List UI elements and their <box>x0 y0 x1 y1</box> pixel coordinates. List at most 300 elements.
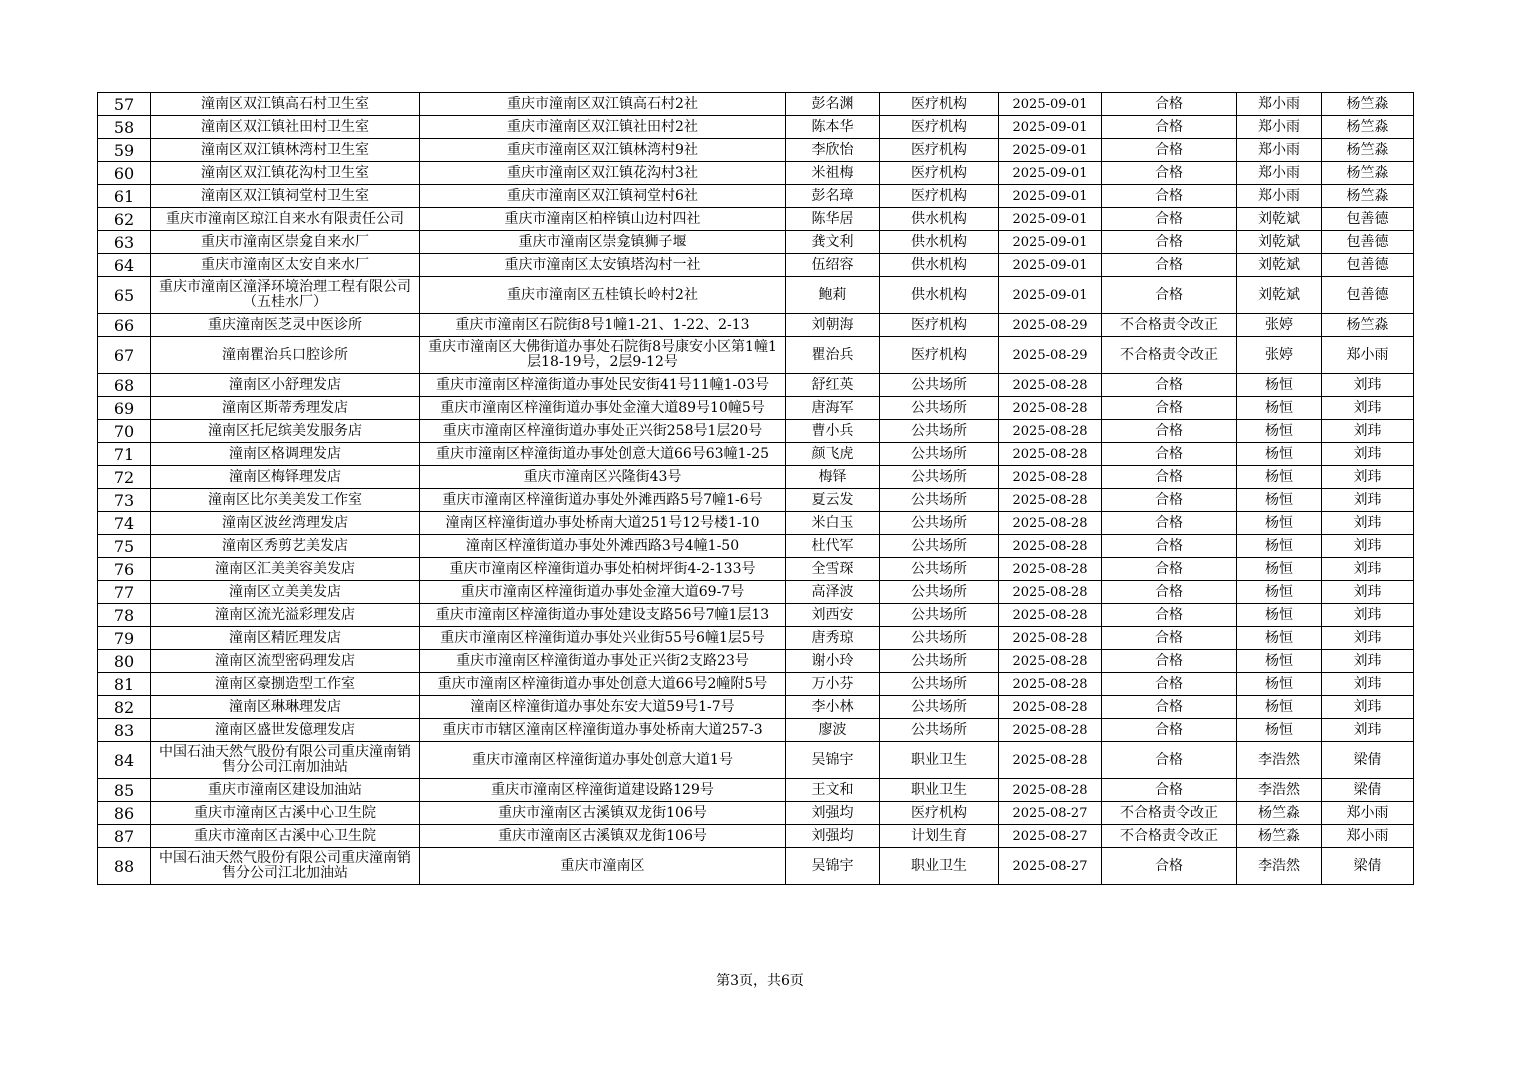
inspection-result: 不合格责令改正 <box>1102 802 1237 825</box>
entity-address: 重庆市潼南区梓潼街道办事处创意大道1号 <box>420 742 786 779</box>
inspection-result: 合格 <box>1102 162 1237 185</box>
row-number: 88 <box>98 848 151 885</box>
entity-name: 潼南区琳琳理发店 <box>151 696 420 719</box>
row-number: 58 <box>98 116 151 139</box>
inspector-2: 梁倩 <box>1322 779 1414 802</box>
inspection-result: 合格 <box>1102 397 1237 420</box>
inspection-result: 合格 <box>1102 208 1237 231</box>
inspector-1: 杨恒 <box>1237 650 1322 673</box>
table-row <box>98 93 1414 116</box>
inspection-date: 2025-08-28 <box>999 374 1102 397</box>
table-row <box>98 254 1414 277</box>
inspection-result: 合格 <box>1102 489 1237 512</box>
inspection-date: 2025-08-28 <box>999 581 1102 604</box>
entity-address: 重庆市潼南区梓潼街道办事处外滩西路5号7幢1-6号 <box>420 489 786 512</box>
entity-category: 公共场所 <box>880 397 999 420</box>
entity-name: 潼南区双江镇社田村卫生室 <box>151 116 420 139</box>
inspector-1: 杨竺淼 <box>1237 825 1322 848</box>
inspector-1: 杨竺淼 <box>1237 802 1322 825</box>
inspection-date: 2025-08-29 <box>999 337 1102 374</box>
responsible-person: 刘强均 <box>786 825 880 848</box>
row-number: 70 <box>98 420 151 443</box>
inspector-2: 郑小雨 <box>1322 337 1414 374</box>
table-row <box>98 581 1414 604</box>
entity-category: 公共场所 <box>880 466 999 489</box>
table-row <box>98 208 1414 231</box>
inspector-2: 刘玮 <box>1322 627 1414 650</box>
entity-category: 医疗机构 <box>880 314 999 337</box>
inspector-1: 郑小雨 <box>1237 139 1322 162</box>
row-number: 74 <box>98 512 151 535</box>
responsible-person: 夏云发 <box>786 489 880 512</box>
row-number: 76 <box>98 558 151 581</box>
entity-name: 重庆市潼南区潼泽环境治理工程有限公司（五桂水厂） <box>151 277 420 314</box>
entity-address: 重庆市潼南区太安镇塔沟村一社 <box>420 254 786 277</box>
inspection-result: 合格 <box>1102 231 1237 254</box>
inspection-result: 合格 <box>1102 277 1237 314</box>
entity-category: 医疗机构 <box>880 139 999 162</box>
entity-category: 供水机构 <box>880 208 999 231</box>
entity-category: 职业卫生 <box>880 848 999 885</box>
inspector-1: 李浩然 <box>1237 848 1322 885</box>
entity-address: 重庆市潼南区双江镇林湾村9社 <box>420 139 786 162</box>
inspection-result: 合格 <box>1102 116 1237 139</box>
row-number: 69 <box>98 397 151 420</box>
inspection-table <box>97 92 1414 885</box>
entity-category: 计划生育 <box>880 825 999 848</box>
responsible-person: 杜代军 <box>786 535 880 558</box>
table-body <box>98 93 1414 885</box>
inspection-result: 合格 <box>1102 650 1237 673</box>
table-row <box>98 374 1414 397</box>
inspection-date: 2025-08-28 <box>999 558 1102 581</box>
table-row <box>98 185 1414 208</box>
responsible-person: 米祖梅 <box>786 162 880 185</box>
inspection-result: 合格 <box>1102 627 1237 650</box>
table-row <box>98 848 1414 885</box>
responsible-person: 李欣怡 <box>786 139 880 162</box>
inspector-1: 杨恒 <box>1237 558 1322 581</box>
row-number: 60 <box>98 162 151 185</box>
inspection-date: 2025-08-28 <box>999 696 1102 719</box>
responsible-person: 梅铎 <box>786 466 880 489</box>
inspector-2: 杨竺淼 <box>1322 139 1414 162</box>
inspector-2: 刘玮 <box>1322 512 1414 535</box>
inspection-result: 合格 <box>1102 443 1237 466</box>
entity-category: 公共场所 <box>880 604 999 627</box>
row-number: 61 <box>98 185 151 208</box>
row-number: 57 <box>98 93 151 116</box>
entity-address: 重庆市潼南区大佛街道办事处石院街8号康安小区第1幢1层18-19号，2层9-12号 <box>420 337 786 374</box>
entity-category: 公共场所 <box>880 535 999 558</box>
entity-address: 重庆市潼南区双江镇社田村2社 <box>420 116 786 139</box>
inspector-2: 包善德 <box>1322 231 1414 254</box>
responsible-person: 龚文利 <box>786 231 880 254</box>
inspection-date: 2025-08-28 <box>999 779 1102 802</box>
entity-category: 公共场所 <box>880 489 999 512</box>
inspector-1: 郑小雨 <box>1237 162 1322 185</box>
table-row <box>98 277 1414 314</box>
responsible-person: 彭名璋 <box>786 185 880 208</box>
inspector-2: 杨竺淼 <box>1322 185 1414 208</box>
entity-address: 潼南区梓潼街道办事处东安大道59号1-7号 <box>420 696 786 719</box>
row-number: 85 <box>98 779 151 802</box>
inspection-date: 2025-08-28 <box>999 443 1102 466</box>
entity-name: 中国石油天然气股份有限公司重庆潼南销售分公司江南加油站 <box>151 742 420 779</box>
entity-name: 潼南区流光溢彩理发店 <box>151 604 420 627</box>
entity-name: 潼南区波丝湾理发店 <box>151 512 420 535</box>
inspection-date: 2025-08-28 <box>999 512 1102 535</box>
table-row <box>98 802 1414 825</box>
entity-address: 重庆市潼南区双江镇祠堂村6社 <box>420 185 786 208</box>
inspector-1: 杨恒 <box>1237 443 1322 466</box>
table-row <box>98 673 1414 696</box>
row-number: 79 <box>98 627 151 650</box>
row-number: 87 <box>98 825 151 848</box>
row-number: 68 <box>98 374 151 397</box>
inspector-2: 刘玮 <box>1322 604 1414 627</box>
entity-name: 重庆市潼南区古溪中心卫生院 <box>151 825 420 848</box>
row-number: 64 <box>98 254 151 277</box>
responsible-person: 伍绍容 <box>786 254 880 277</box>
entity-address: 重庆市潼南区古溪镇双龙街106号 <box>420 802 786 825</box>
entity-category: 职业卫生 <box>880 742 999 779</box>
responsible-person: 刘强均 <box>786 802 880 825</box>
inspector-1: 李浩然 <box>1237 742 1322 779</box>
inspection-date: 2025-09-01 <box>999 208 1102 231</box>
inspector-1: 杨恒 <box>1237 489 1322 512</box>
inspection-result: 合格 <box>1102 848 1237 885</box>
entity-name: 潼南区双江镇林湾村卫生室 <box>151 139 420 162</box>
inspection-date: 2025-08-28 <box>999 397 1102 420</box>
inspector-2: 包善德 <box>1322 254 1414 277</box>
inspector-2: 杨竺淼 <box>1322 162 1414 185</box>
entity-name: 潼南区小舒理发店 <box>151 374 420 397</box>
inspection-date: 2025-09-01 <box>999 254 1102 277</box>
entity-name: 潼南区斯蒂秀理发店 <box>151 397 420 420</box>
inspector-1: 杨恒 <box>1237 719 1322 742</box>
inspector-1: 杨恒 <box>1237 581 1322 604</box>
inspector-2: 郑小雨 <box>1322 802 1414 825</box>
inspector-2: 梁倩 <box>1322 848 1414 885</box>
entity-category: 公共场所 <box>880 627 999 650</box>
inspection-date: 2025-08-28 <box>999 604 1102 627</box>
entity-category: 公共场所 <box>880 558 999 581</box>
entity-address: 潼南区梓潼街道办事处外滩西路3号4幢1-50 <box>420 535 786 558</box>
entity-name: 潼南区盛世发億理发店 <box>151 719 420 742</box>
row-number: 83 <box>98 719 151 742</box>
entity-name: 潼南区秀剪艺美发店 <box>151 535 420 558</box>
responsible-person: 曹小兵 <box>786 420 880 443</box>
row-number: 81 <box>98 673 151 696</box>
responsible-person: 颜飞虎 <box>786 443 880 466</box>
table-row <box>98 139 1414 162</box>
entity-name: 潼南区双江镇祠堂村卫生室 <box>151 185 420 208</box>
entity-address: 重庆市潼南区梓潼街道办事处创意大道66号63幢1-25 <box>420 443 786 466</box>
entity-name: 潼南区精匠理发店 <box>151 627 420 650</box>
entity-category: 公共场所 <box>880 696 999 719</box>
entity-name: 重庆市潼南区建设加油站 <box>151 779 420 802</box>
entity-address: 重庆市潼南区 <box>420 848 786 885</box>
entity-address: 潼南区梓潼街道办事处桥南大道251号12号楼1-10 <box>420 512 786 535</box>
inspector-2: 刘玮 <box>1322 696 1414 719</box>
inspection-date: 2025-09-01 <box>999 139 1102 162</box>
inspection-result: 合格 <box>1102 93 1237 116</box>
responsible-person: 陈本华 <box>786 116 880 139</box>
inspector-2: 刘玮 <box>1322 673 1414 696</box>
row-number: 78 <box>98 604 151 627</box>
inspection-date: 2025-09-01 <box>999 162 1102 185</box>
table-row <box>98 314 1414 337</box>
inspector-1: 刘乾斌 <box>1237 277 1322 314</box>
inspection-result: 合格 <box>1102 374 1237 397</box>
entity-category: 公共场所 <box>880 650 999 673</box>
responsible-person: 王文和 <box>786 779 880 802</box>
responsible-person: 唐海军 <box>786 397 880 420</box>
inspector-2: 刘玮 <box>1322 443 1414 466</box>
entity-name: 潼南区双江镇高石村卫生室 <box>151 93 420 116</box>
entity-name: 潼南区立美美发店 <box>151 581 420 604</box>
row-number: 72 <box>98 466 151 489</box>
page-footer: 第3页，共6页 <box>716 973 804 989</box>
entity-address: 重庆市市辖区潼南区梓潼街道办事处桥南大道257-3 <box>420 719 786 742</box>
table-row <box>98 397 1414 420</box>
inspection-result: 合格 <box>1102 719 1237 742</box>
inspection-date: 2025-08-29 <box>999 314 1102 337</box>
entity-category: 公共场所 <box>880 719 999 742</box>
table-row <box>98 604 1414 627</box>
table-row <box>98 162 1414 185</box>
responsible-person: 廖波 <box>786 719 880 742</box>
entity-address: 重庆市潼南区柏梓镇山边村四社 <box>420 208 786 231</box>
responsible-person: 瞿治兵 <box>786 337 880 374</box>
table-row <box>98 719 1414 742</box>
entity-category: 公共场所 <box>880 443 999 466</box>
inspector-2: 杨竺淼 <box>1322 116 1414 139</box>
entity-address: 重庆市潼南区双江镇高石村2社 <box>420 93 786 116</box>
entity-address: 重庆市潼南区崇龛镇狮子堰 <box>420 231 786 254</box>
inspector-2: 刘玮 <box>1322 466 1414 489</box>
row-number: 66 <box>98 314 151 337</box>
responsible-person: 万小芬 <box>786 673 880 696</box>
inspection-date: 2025-08-28 <box>999 489 1102 512</box>
inspection-date: 2025-08-28 <box>999 673 1102 696</box>
inspection-result: 合格 <box>1102 673 1237 696</box>
inspection-date: 2025-08-27 <box>999 825 1102 848</box>
table-row <box>98 420 1414 443</box>
inspector-1: 刘乾斌 <box>1237 208 1322 231</box>
entity-address: 重庆市潼南区梓潼街道办事处兴业街55号6幢1层5号 <box>420 627 786 650</box>
table-row <box>98 742 1414 779</box>
table-row <box>98 779 1414 802</box>
entity-category: 医疗机构 <box>880 162 999 185</box>
responsible-person: 彭名渊 <box>786 93 880 116</box>
table-row <box>98 535 1414 558</box>
entity-category: 公共场所 <box>880 673 999 696</box>
row-number: 73 <box>98 489 151 512</box>
inspector-1: 刘乾斌 <box>1237 254 1322 277</box>
responsible-person: 鲍莉 <box>786 277 880 314</box>
entity-category: 医疗机构 <box>880 185 999 208</box>
table-row <box>98 466 1414 489</box>
inspection-result: 不合格责令改正 <box>1102 825 1237 848</box>
inspection-date: 2025-08-27 <box>999 802 1102 825</box>
responsible-person: 刘西安 <box>786 604 880 627</box>
inspector-1: 杨恒 <box>1237 604 1322 627</box>
row-number: 86 <box>98 802 151 825</box>
entity-name: 重庆潼南医芝灵中医诊所 <box>151 314 420 337</box>
row-number: 82 <box>98 696 151 719</box>
inspector-2: 刘玮 <box>1322 650 1414 673</box>
responsible-person: 舒红英 <box>786 374 880 397</box>
entity-name: 潼南区托尼缤美发服务店 <box>151 420 420 443</box>
entity-address: 重庆市潼南区梓潼街道建设路129号 <box>420 779 786 802</box>
inspector-1: 张婷 <box>1237 337 1322 374</box>
inspector-2: 刘玮 <box>1322 535 1414 558</box>
entity-category: 供水机构 <box>880 231 999 254</box>
inspection-date: 2025-09-01 <box>999 231 1102 254</box>
entity-name: 潼南区豪捌造型工作室 <box>151 673 420 696</box>
inspector-1: 杨恒 <box>1237 512 1322 535</box>
table-row <box>98 627 1414 650</box>
entity-address: 重庆市潼南区梓潼街道办事处金潼大道69-7号 <box>420 581 786 604</box>
inspection-result: 合格 <box>1102 254 1237 277</box>
entity-name: 潼南区格调理发店 <box>151 443 420 466</box>
entity-name: 重庆市潼南区太安自来水厂 <box>151 254 420 277</box>
row-number: 67 <box>98 337 151 374</box>
table-row <box>98 512 1414 535</box>
inspector-2: 包善德 <box>1322 208 1414 231</box>
inspector-2: 包善德 <box>1322 277 1414 314</box>
responsible-person: 吴锦宇 <box>786 848 880 885</box>
table-row <box>98 825 1414 848</box>
entity-address: 重庆市潼南区石院街8号1幢1-21、1-22、2-13 <box>420 314 786 337</box>
entity-name: 重庆市潼南区琼江自来水有限责任公司 <box>151 208 420 231</box>
entity-name: 潼南区流型密码理发店 <box>151 650 420 673</box>
inspector-1: 刘乾斌 <box>1237 231 1322 254</box>
responsible-person: 高泽波 <box>786 581 880 604</box>
inspection-date: 2025-08-28 <box>999 420 1102 443</box>
table-row <box>98 489 1414 512</box>
inspection-date: 2025-08-28 <box>999 650 1102 673</box>
table-row <box>98 337 1414 374</box>
inspection-result: 合格 <box>1102 535 1237 558</box>
inspection-result: 合格 <box>1102 139 1237 162</box>
inspector-2: 刘玮 <box>1322 489 1414 512</box>
row-number: 63 <box>98 231 151 254</box>
table-row <box>98 443 1414 466</box>
entity-name: 中国石油天然气股份有限公司重庆潼南销售分公司江北加油站 <box>151 848 420 885</box>
responsible-person: 米白玉 <box>786 512 880 535</box>
inspection-result: 合格 <box>1102 696 1237 719</box>
responsible-person: 李小林 <box>786 696 880 719</box>
inspector-2: 刘玮 <box>1322 558 1414 581</box>
inspector-2: 刘玮 <box>1322 397 1414 420</box>
inspector-1: 杨恒 <box>1237 374 1322 397</box>
row-number: 62 <box>98 208 151 231</box>
entity-address: 重庆市潼南区梓潼街道办事处柏树坪街4-2-133号 <box>420 558 786 581</box>
inspection-date: 2025-08-28 <box>999 742 1102 779</box>
row-number: 59 <box>98 139 151 162</box>
row-number: 75 <box>98 535 151 558</box>
entity-category: 公共场所 <box>880 512 999 535</box>
entity-category: 医疗机构 <box>880 116 999 139</box>
inspector-2: 刘玮 <box>1322 719 1414 742</box>
entity-category: 公共场所 <box>880 420 999 443</box>
responsible-person: 唐秀琼 <box>786 627 880 650</box>
entity-name: 潼南区双江镇花沟村卫生室 <box>151 162 420 185</box>
entity-address: 重庆市潼南区梓潼街道办事处正兴街258号1层20号 <box>420 420 786 443</box>
inspection-date: 2025-08-27 <box>999 848 1102 885</box>
responsible-person: 吴锦宇 <box>786 742 880 779</box>
inspection-result: 合格 <box>1102 604 1237 627</box>
inspector-2: 郑小雨 <box>1322 825 1414 848</box>
inspection-result: 不合格责令改正 <box>1102 314 1237 337</box>
table-row <box>98 558 1414 581</box>
inspection-result: 合格 <box>1102 466 1237 489</box>
inspector-2: 刘玮 <box>1322 374 1414 397</box>
inspector-1: 郑小雨 <box>1237 116 1322 139</box>
inspector-1: 杨恒 <box>1237 673 1322 696</box>
inspector-1: 张婷 <box>1237 314 1322 337</box>
inspection-result: 合格 <box>1102 420 1237 443</box>
responsible-person: 谢小玲 <box>786 650 880 673</box>
entity-name: 重庆市潼南区古溪中心卫生院 <box>151 802 420 825</box>
entity-category: 供水机构 <box>880 254 999 277</box>
row-number: 80 <box>98 650 151 673</box>
responsible-person: 陈华居 <box>786 208 880 231</box>
row-number: 65 <box>98 277 151 314</box>
inspector-1: 杨恒 <box>1237 696 1322 719</box>
inspection-date: 2025-08-28 <box>999 719 1102 742</box>
row-number: 77 <box>98 581 151 604</box>
entity-address: 重庆市潼南区五桂镇长岭村2社 <box>420 277 786 314</box>
entity-name: 潼南区汇美美容美发店 <box>151 558 420 581</box>
inspection-date: 2025-09-01 <box>999 277 1102 314</box>
table-row <box>98 650 1414 673</box>
entity-category: 职业卫生 <box>880 779 999 802</box>
inspector-2: 杨竺淼 <box>1322 93 1414 116</box>
entity-category: 公共场所 <box>880 581 999 604</box>
inspection-date: 2025-08-28 <box>999 627 1102 650</box>
entity-category: 公共场所 <box>880 374 999 397</box>
entity-address: 重庆市潼南区古溪镇双龙街106号 <box>420 825 786 848</box>
inspection-result: 合格 <box>1102 558 1237 581</box>
entity-category: 医疗机构 <box>880 337 999 374</box>
inspector-1: 杨恒 <box>1237 397 1322 420</box>
entity-name: 潼南瞿治兵口腔诊所 <box>151 337 420 374</box>
entity-name: 重庆市潼南区崇龛自来水厂 <box>151 231 420 254</box>
inspector-1: 郑小雨 <box>1237 185 1322 208</box>
entity-category: 供水机构 <box>880 277 999 314</box>
inspection-date: 2025-09-01 <box>999 93 1102 116</box>
entity-name: 潼南区梅铎理发店 <box>151 466 420 489</box>
entity-address: 重庆市潼南区兴隆街43号 <box>420 466 786 489</box>
inspector-1: 杨恒 <box>1237 466 1322 489</box>
inspector-2: 梁倩 <box>1322 742 1414 779</box>
entity-name: 潼南区比尔美美发工作室 <box>151 489 420 512</box>
table-row <box>98 116 1414 139</box>
inspection-result: 合格 <box>1102 512 1237 535</box>
entity-address: 重庆市潼南区梓潼街道办事处正兴街2支路23号 <box>420 650 786 673</box>
inspection-date: 2025-09-01 <box>999 185 1102 208</box>
responsible-person: 刘朝海 <box>786 314 880 337</box>
inspection-date: 2025-08-28 <box>999 535 1102 558</box>
table-row <box>98 696 1414 719</box>
inspection-date: 2025-09-01 <box>999 116 1102 139</box>
entity-category: 医疗机构 <box>880 802 999 825</box>
row-number: 84 <box>98 742 151 779</box>
